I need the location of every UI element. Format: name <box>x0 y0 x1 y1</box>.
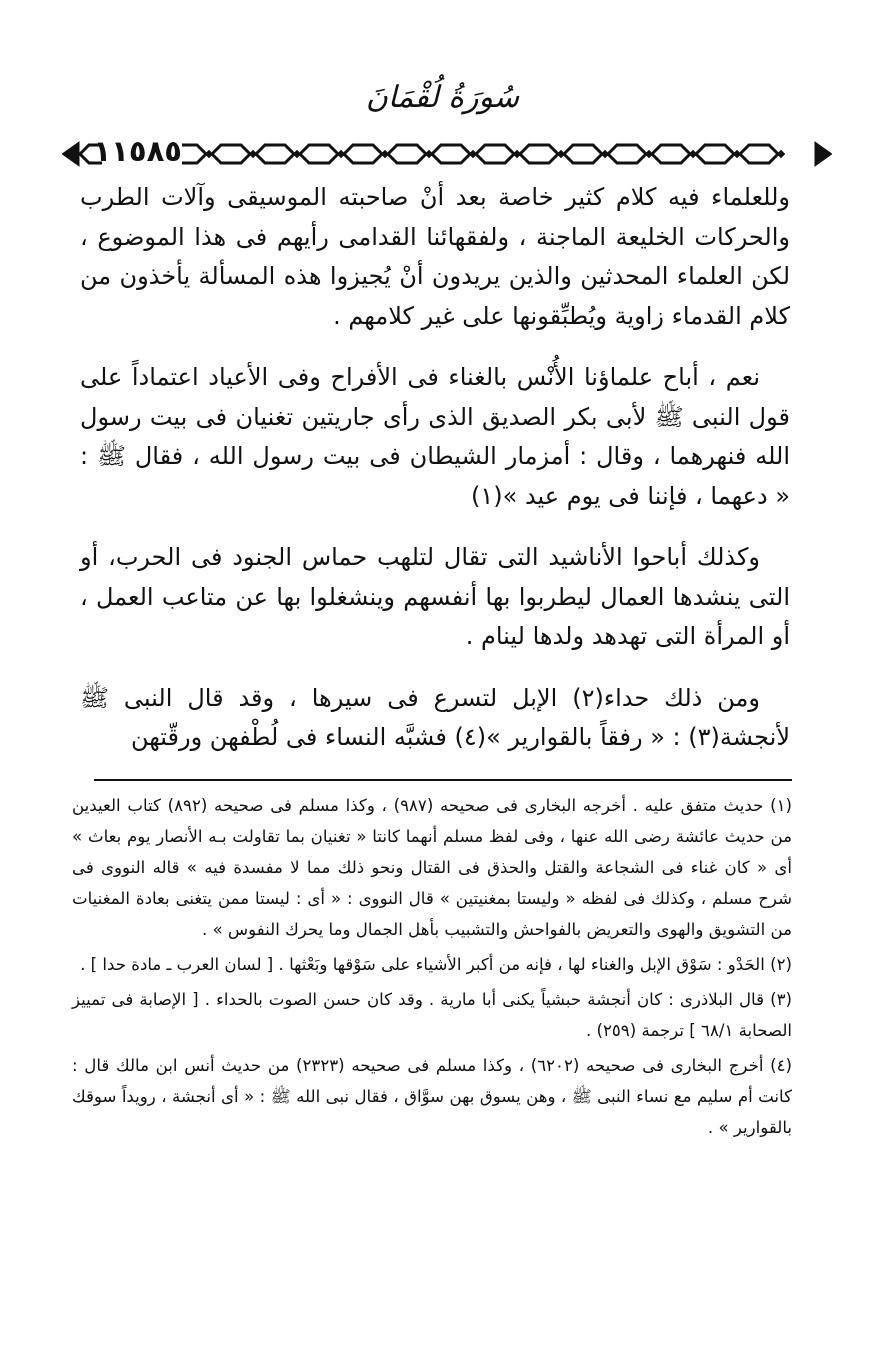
border-link <box>432 145 470 163</box>
footnote: (٢) الحَدْو : سَوْق الإبل والغناء لها ، فإنه من أكبر الأشياء على سَوْقها وبَعْثها . [ لسان العرب ـ مادة حدا ] . <box>80 955 792 974</box>
paragraph: نعم ، أباح علماؤنا الأُنْس بالغناء فى الأفراح وفى الأعياد اعتماداً على قول النبى ﷺ لأبى بكر الصديق الذى رأى جاريتين تغنيان فى بيت رسول الله فنهرهما ، وقال : أمزمار الشيطان فى بيت رسول الله ، فقال ﷺ : « دعهما ، فإننا فى يوم عيد »(١) <box>80 363 790 510</box>
paragraph: وكذلك أباحوا الأناشيد التى تقال لتلهب حماس الجنود فى الحرب، أو التى ينشدها العمال ليطربوا بها أنفسهم وينشغلوا بها عن متاعب العمل ، أو المرأة التى تهدهد ولدها لينام . <box>80 543 790 650</box>
footnote: (٤) أخرج البخارى فى صحيحه (٦٢٠٢) ، وكذا مسلم فى صحيحه (٢٣٢٣) من حديث أنس ابن مالك قال : كانت أم سليم مع نساء النبى ﷺ ، وهن يسوق بهن سوَّاق ، فقال نبى الله ﷺ : « أى أنجشة ، رويداً سوقك بالقوارير » . <box>72 1056 792 1137</box>
border-diamond <box>777 150 785 158</box>
footnote-divider <box>94 779 792 781</box>
surah-title: سُورَةُ لُقْمَانَ <box>365 80 520 115</box>
page-number: ١١٥٨٥ <box>102 131 182 171</box>
border-end-cap <box>816 144 830 164</box>
border-link <box>564 145 602 163</box>
border-link <box>300 145 338 163</box>
border-link <box>256 145 294 163</box>
main-text <box>80 178 790 780</box>
border-end-cap <box>64 144 78 164</box>
border-link <box>212 145 250 163</box>
border-link <box>476 145 514 163</box>
border-link <box>388 145 426 163</box>
border-link <box>344 145 382 163</box>
border-link <box>652 145 690 163</box>
footnotes <box>72 790 792 1147</box>
border-link <box>608 145 646 163</box>
paragraph: ومن ذلك حداء(٢) الإبل لتسرع فى سيرها ، وقد قال النبى ﷺ لأنجشة(٣) : « رفقاً بالقوارير »(٤) فشبَّه النساء فى لُطْفهن ورقّتهن <box>80 683 790 751</box>
footnote: (٣) قال البلاذرى : كان أنجشة حبشياً يكنى أبا مارية . وقد كان حسن الصوت بالحداء . [ الإصابة فى تمييز الصحابة ٦٨/١ ] ترجمة (٢٥٩) . <box>72 990 792 1040</box>
border-link <box>740 145 778 163</box>
paragraph: وللعلماء فيه كلام كثير خاصة بعد أنْ صاحبته الموسيقى وآلات الطرب والحركات الخليعة الماجنة ، ولفقهائنا القدامى رأيهم فى هذا الموضوع ، لكن العلماء المحدثين والذين يريدون أنْ يُجيزوا هذه المسألة يأخذون من كلام القدماء زاوية ويُطبِّقونها على غير كلامهم . <box>80 183 790 330</box>
footnote: (١) حديث متفق عليه . أخرجه البخارى فى صحيحه (٩٨٧) ، وكذا مسلم فى صحيحه (٨٩٢) كتاب العيدين من حديث عائشة رضى الله عنها ، وفى لفظ مسلم أنهما كانتا « تغنيان بما تقاولت بـه الأنصار يوم بعاث » أى « كان غناء فى الشجاعة والقتل والحذق فى القتال ونحو ذلك مما لا مفسدة فيه » قاله النووى فى شرح مسلم ، وكذلك فى لفظه « وليستا بمغنيتين » قال النووى : « أى : ليستا ممن يتغنى بعادة المغنيات من التشويق والهوى والتعريض بالفواحش والتشبيب بأهل الجمال وما يحرك النفوس » . <box>72 796 792 939</box>
border-link <box>520 145 558 163</box>
border-link <box>696 145 734 163</box>
